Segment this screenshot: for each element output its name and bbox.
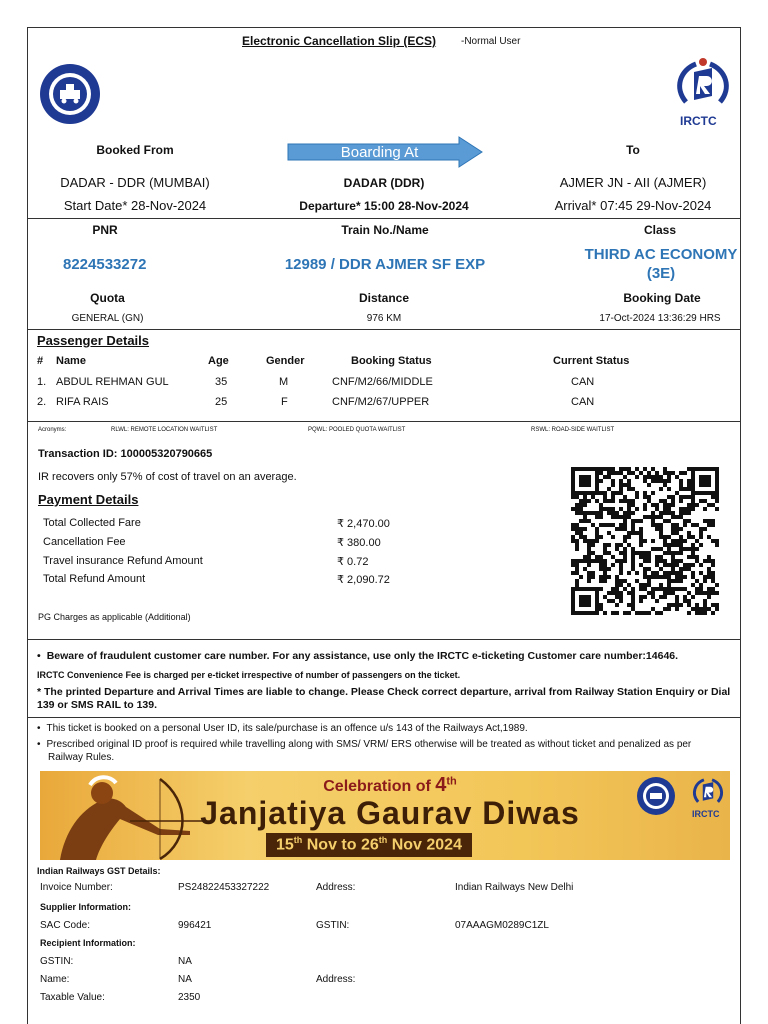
passenger-header-current-status: Current Status: [553, 355, 630, 367]
class-label: Class: [643, 223, 677, 237]
fraud-notice: • Beware of fraudulent customer care number. For any assistance, use only the IRCTC e-ticketing Customer care number:14646.: [37, 650, 679, 662]
supplier-info-label: Supplier Information:: [40, 902, 131, 912]
divider: [27, 717, 741, 718]
to-label: To: [626, 143, 640, 157]
passenger-header-index: #: [37, 355, 44, 367]
pg-charges-note: PG Charges as applicable (Additional): [38, 612, 191, 622]
payment-value-cancellation: ₹ 380.00: [337, 537, 381, 549]
payment-label-collected: Total Collected Fare: [43, 517, 141, 529]
gstin-value: 07AAAGM0289C1ZL: [455, 920, 549, 931]
banner-title: Janjatiya Gaurav Diwas: [200, 795, 580, 831]
recipient-info-label: Recipient Information:: [40, 938, 136, 948]
departure-time: Departure* 15:00 28-Nov-2024: [299, 199, 469, 213]
payment-details-title: Payment Details: [38, 492, 139, 507]
invoice-value: PS24822453327222: [178, 882, 270, 893]
address-label: Address:: [316, 882, 356, 893]
class-value: THIRD AC ECONOMY (3E): [584, 246, 738, 282]
divider: [27, 639, 741, 640]
payment-value-collected: ₹ 2,470.00: [337, 518, 390, 530]
payment-label-refund: Total Refund Amount: [43, 573, 146, 585]
acronym-rlwl: RLWL: REMOTE LOCATION WAITLIST: [111, 427, 218, 433]
user-type: -Normal User: [461, 36, 521, 47]
passenger-header-gender: Gender: [266, 355, 305, 367]
id-proof-notice: • Prescribed original ID proof is required while travelling along with SMS/ VRM/ ERS otherwise will be treated as without ticket and penalized as per Railway Rules.: [37, 739, 692, 763]
recipient-address-label: Address:: [316, 974, 356, 985]
divider: [27, 218, 741, 219]
taxable-value: 2350: [178, 992, 201, 1003]
banner-irctc-text: IRCTC: [692, 809, 720, 819]
pnr-label: PNR: [92, 223, 118, 237]
indian-railways-logo-icon: [38, 62, 102, 126]
invoice-label: Invoice Number:: [40, 882, 113, 893]
payment-label-insurance: Travel insurance Refund Amount: [43, 555, 203, 567]
payment-value-insurance: ₹ 0.72: [337, 556, 369, 568]
qr-code-icon: [571, 467, 719, 619]
banner-line1: Celebration of 4th: [323, 774, 457, 796]
distance-value: 976 KM: [366, 313, 402, 324]
passenger-details-title: Passenger Details: [37, 333, 150, 348]
booking-date-label: Booking Date: [623, 291, 701, 305]
ir-recovery-note: IR recovers only 57% of cost of travel on an average.: [38, 471, 297, 483]
passenger-header-name: Name: [56, 355, 86, 367]
janjatiya-banner: [40, 771, 730, 860]
timing-notice: * The printed Departure and Arrival Times are liable to change. Please Check correct departure, arrival from Railway Station Enquiry or Dial 139 or SMS RAIL to 139.: [37, 686, 731, 711]
distance-label: Distance: [358, 291, 410, 305]
recipient-gstin-value: NA: [178, 956, 192, 967]
banner-indian-railways-logo-icon: [636, 776, 676, 816]
recipient-gstin-label: GSTIN:: [40, 956, 74, 967]
passenger-header-booking-status: Booking Status: [351, 355, 432, 367]
payment-label-cancellation: Cancellation Fee: [43, 536, 126, 548]
boarding-at-label: Boarding At: [340, 144, 419, 161]
personal-id-notice: • This ticket is booked on a personal User ID, its sale/purchase is an offence u/s 143 of the Railways Act,1989.: [37, 723, 528, 734]
boarding-arrow: [287, 136, 483, 168]
arrival-time: Arrival* 07:45 29-Nov-2024: [554, 198, 712, 213]
recipient-name-label: Name:: [40, 974, 70, 985]
quota-label: Quota: [90, 291, 125, 305]
train-value: 12989 / DDR AJMER SF EXP: [284, 256, 486, 273]
booked-from-label: Booked From: [96, 143, 174, 157]
passenger-header-age: Age: [208, 355, 229, 367]
gst-title: Indian Railways GST Details:: [37, 866, 161, 876]
recipient-name-value: NA: [178, 974, 192, 985]
acronym-pqwl: PQWL: POOLED QUOTA WAITLIST: [308, 427, 406, 433]
sac-value: 996421: [178, 920, 212, 931]
payment-value-refund: ₹ 2,090.72: [337, 574, 390, 586]
banner-irctc-logo-icon: [690, 775, 726, 809]
train-label: Train No./Name: [341, 223, 429, 237]
gstin-label: GSTIN:: [316, 920, 350, 931]
acronyms-label: Acronyms:: [38, 427, 67, 433]
from-station: DADAR - DDR (MUMBAI): [60, 175, 210, 190]
sac-label: SAC Code:: [40, 920, 91, 931]
booking-date-value: 17-Oct-2024 13:36:29 HRS: [599, 313, 721, 324]
address-value: Indian Railways New Delhi: [455, 882, 574, 893]
convenience-fee-note: IRCTC Convenience Fee is charged per e-ticket irrespective of number of passengers on the ticket.: [37, 670, 461, 680]
start-date: Start Date* 28-Nov-2024: [63, 198, 207, 213]
boarding-station: DADAR (DDR): [343, 176, 425, 190]
pnr-value: 8224533272: [63, 256, 147, 273]
acronym-rswl: RSWL: ROAD-SIDE WAITLIST: [531, 427, 615, 433]
banner-dates: 15th Nov to 26th Nov 2024: [266, 833, 472, 857]
divider: [27, 421, 741, 422]
transaction-id: Transaction ID: 100005320790665: [38, 448, 213, 460]
quota-value: GENERAL (GN): [71, 313, 144, 324]
divider: [27, 329, 741, 330]
irctc-logo-icon: IRCTC: [672, 56, 734, 128]
to-station: AJMER JN - AII (AJMER): [559, 175, 707, 190]
taxable-value-label: Taxable Value:: [40, 992, 105, 1003]
page-title: Electronic Cancellation Slip (ECS): [242, 34, 437, 48]
